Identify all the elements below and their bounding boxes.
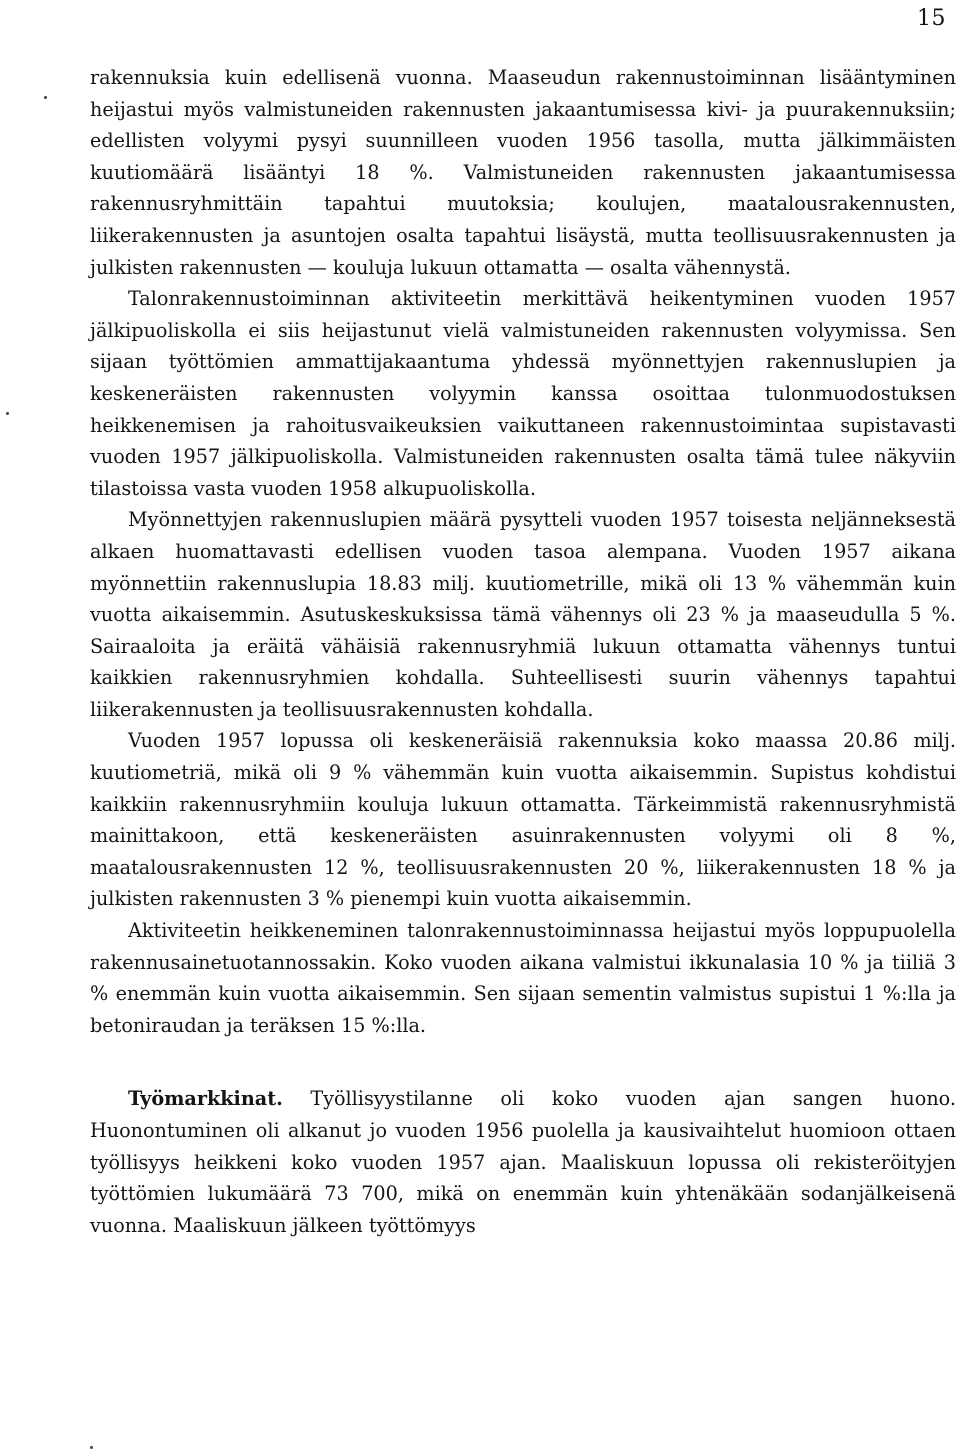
paragraph: Myönnettyjen rakennuslupien määrä pysytteli vuoden 1957 toisesta neljänneksestä alkaen huomattavasti edellisen vuoden tasoa alempana. Vuoden 1957 aikana myönnettiin rakennuslupia 18.83 milj. kuutiometrille, mikä oli 13 % vähemmän kuin vuotta aikaisemmin. Asutuskeskuksissa tämä vähennys oli 23 % ja maaseudulla 5 %. Sairaaloita ja eräitä vähäisiä rakennusryhmiä lukuun ottamatta vähennys tuntui kaikkien rakennusryhmien kohdalla. Suhteellisesti suurin vähennys tapahtui liikerakennusten ja teollisuusrakennusten kohdalla. xyxy=(90,508,956,721)
scan-speck xyxy=(44,96,47,99)
document-body xyxy=(90,62,956,1241)
paragraph: Aktiviteetin heikkeneminen talonrakennustoiminnassa heijastui myös loppupuolella rakennusainetuotannossakin. Koko vuoden aikana valmistui ikkunalasia 10 % ja tiiliä 3 % enemmän kuin vuotta aikaisemmin. Sen sijaan sementin valmistus supistui 1 %:lla ja betoniraudan ja teräksen 15 %:lla. xyxy=(90,919,956,1037)
paragraph: Vuoden 1957 lopussa oli keskeneräisiä rakennuksia koko maassa 20.86 milj. kuutiometriä, mikä oli 9 % vähemmän kuin vuotta aikaisemmin. Supistus kohdistui kaikkiin rakennusryhmiin kouluja lukuun ottamatta. Tärkeimmistä rakennusryhmistä mainittakoon, että keskeneräisten asuinrakennusten volyymi oli 8 %, maatalousrakennusten 12 %, teollisuusrakennusten 20 %, liikerakennusten 18 % ja julkisten rakennusten 3 % pienempi kuin vuotta aikaisemmin. xyxy=(90,729,956,911)
scan-speck xyxy=(90,1446,93,1449)
paragraph: Talonrakennustoiminnan aktiviteetin merkittävä heikentyminen vuoden 1957 jälkipuoliskolla ei siis heijastunut vielä valmistuneiden rakennusten volyymissa. Sen sijaan työttömien ammattijakaantuma yhdessä myönnettyjen rakennuslupien ja keskeneräisten rakennusten volyymin kanssa osoittaa tulonmuodostuksen heikkenemisen ja rahoitusvaikeuksien vaikuttaneen rakennustoimintaa supistavasti vuoden 1957 jälkipuoliskolla. Valmistuneiden rakennusten osalta tämä tulee näkyviin tilastoissa vasta vuoden 1958 alkupuoliskolla. xyxy=(90,287,956,500)
section-heading: Työmarkkinat. xyxy=(128,1087,283,1111)
paragraph-continuation: rakennuksia kuin edellisenä vuonna. Maaseudun rakennustoiminnan lisääntyminen heijastui myös valmistuneiden rakennusten jakaantumisessa kivi- ja puurakennuksiin; edellisten volyymi pysyi suunnilleen vuoden 1956 tasolla, mutta jälkimmäisten kuutiomäärä lisääntyi 18 %. Valmistuneiden rakennusten jakaantumisessa rakennusryhmittäin tapahtui muutoksia; koulujen, maatalousrakennusten, liikerakennusten ja asuntojen osalta tapahtui lisäystä, mutta teollisuusrakennusten ja julkisten rakennusten — kouluja lukuun ottamatta — osalta vähennystä. xyxy=(90,66,956,279)
scan-speck xyxy=(6,412,9,415)
page-number: 15 xyxy=(917,6,946,31)
section-paragraph xyxy=(90,1083,956,1241)
section-spacer xyxy=(90,1041,956,1083)
section-text: Työllisyystilanne oli koko vuoden ajan sangen huono. Huonontuminen oli alkanut jo vuoden 1956 puolella ja kausivaihtelut huomioon ottaen työllisyys heikkeni koko vuoden 1957 ajan. Maaliskuun lopussa oli rekisteröityjen työttömien lukumäärä 73 700, mikä on enemmän kuin yhtenäkään sodanjälkeisenä vuonna. Maaliskuun jälkeen työttömyys xyxy=(90,1087,956,1237)
